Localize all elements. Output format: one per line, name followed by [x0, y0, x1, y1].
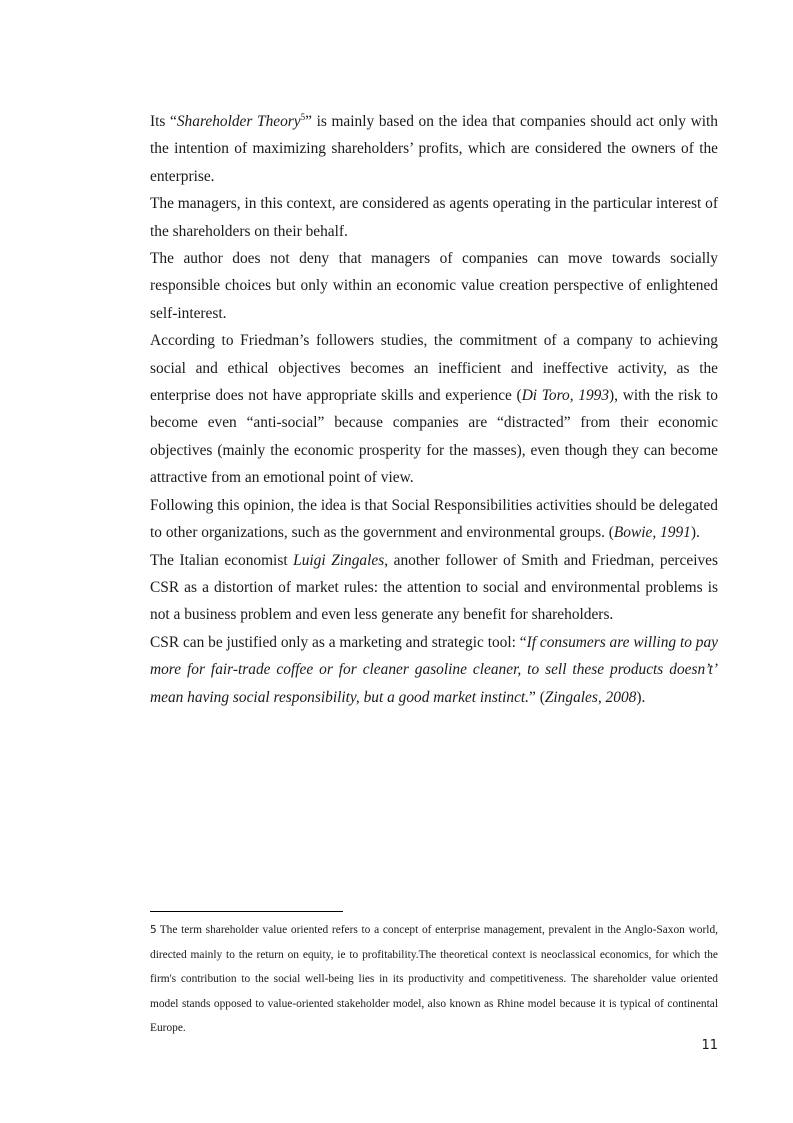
page-number: 11 [701, 1038, 718, 1053]
footnote [150, 918, 718, 1041]
quote-zingales: If consumers are willing to pay more for fair-trade coffee or for cleaner gasoline cleaner, to sell these products doesn’t’ mean having social responsibility, but a good market instinct. [150, 633, 718, 706]
paragraph-author: The author does not deny that managers of companies can move towards socially responsible choices but only within an economic value creation perspective of enlightened self-interest. [150, 250, 718, 322]
paragraph-csr-marketing: CSR can be justified only as a marketing and strategic tool: “If consumers are willing to pay more for fair-trade coffee or for cleaner gasoline cleaner, to sell these products doesn’t’ mean having social responsibility, but a good market instinct.” (Zingales, 2008). [150, 633, 718, 706]
footnote-reference[interactable]: 5 [300, 111, 306, 122]
citation-zingales: Zingales, 2008 [544, 688, 637, 706]
footnote-divider [150, 911, 343, 912]
name-luigi-zingales: Luigi Zingales [293, 551, 385, 569]
paragraph-zingales: The Italian economist Luigi Zingales, another follower of Smith and Friedman, perceives CSR as a distortion of market rules: the attention to social and environmental problems is not a business problem and even less generate any benefit for shareholders. [150, 551, 718, 624]
paragraph-managers: The managers, in this context, are considered as agents operating in the particular interest of the shareholders on their behalf. [150, 195, 718, 240]
citation-bowie: Bowie, 1991 [613, 524, 691, 542]
term-shareholder-theory: Shareholder Theory [176, 113, 301, 130]
paragraph-shareholder-theory: Its “Shareholder Theory$^5$” is mainly based on the idea that companies should act only with the intention of maximizing shareholders’ profits, which are considered the owners of the enterprise. [150, 111, 718, 185]
body-text [150, 108, 718, 711]
footnote-text: The term shareholder value oriented refers to a concept of enterprise management, prevalent in the Anglo-Saxon world, directed mainly to the return on equity, ie to profitability.The theoretical context is neoclassical economics, for which the firm's contribution to the social well-being lies in its productivity and competitiveness. The shareholder value oriented model stands opposed to value-oriented stakeholder model, also known as Rhine model because it is typical of continental Europe. [150, 924, 718, 1034]
paragraph-delegation: Following this opinion, the idea is that Social Responsibilities activities should be delegated to other organizations, such as the government and environmental groups. (Bowie, 1991). [150, 496, 718, 542]
footnote-number: 5 [150, 924, 157, 936]
citation-di-toro: Di Toro, 1993 [521, 387, 610, 405]
paragraph-friedman-followers: According to Friedman’s followers studies, the commitment of a company to achieving social and ethical objectives becomes an inefficient and ineffective activity, as the enterprise does not have appropriate skills and experience (Di Toro, 1993), with the risk to become even “anti-social” because companies are “distracted” from their economic objectives (mainly the economic prosperity for the masses), even though they can become attractive from an emotional point of view. [150, 332, 718, 487]
